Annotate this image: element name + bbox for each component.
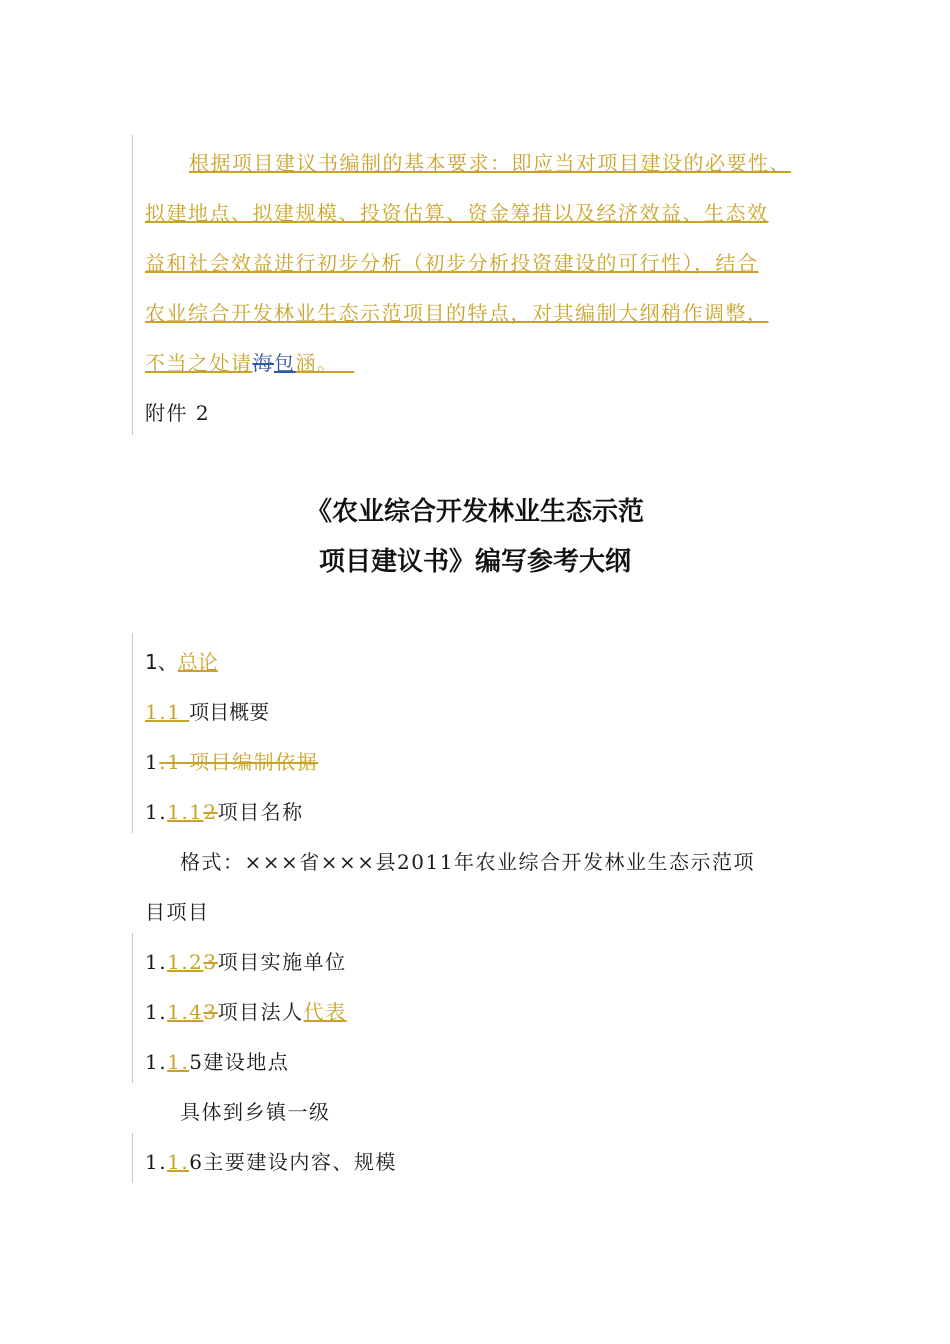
item-number: 1.	[145, 800, 168, 824]
intro-line-4: 农业综合开发林业生态示范项目的特点，对其编制大纲稍作调整，	[145, 301, 769, 325]
revision-margin-bar	[132, 1133, 133, 1183]
intro-line-1: 根据项目建议书编制的基本要求：即应当对项目建设的必要性、	[189, 151, 791, 175]
intro-text: 不当之处请	[145, 351, 253, 375]
section-title: 项目概要	[189, 700, 270, 724]
intro-line-5	[145, 350, 354, 376]
item-title: 6主要建设内容、规模	[189, 1150, 397, 1174]
intro-text-end: 涵。	[295, 351, 339, 375]
inserted-number: 1.2	[167, 950, 204, 974]
deleted-number: 3	[203, 950, 218, 974]
item-legal-representative	[145, 999, 347, 1025]
deleted-number: 3	[203, 1000, 218, 1024]
document-title-line-2: 项目建议书》编写参考大纲	[318, 547, 631, 577]
intro-line-2: 拟建地点、拟建规模、投资估算、资金筹措以及经济效益、生态效	[145, 201, 769, 225]
item-number: 1	[145, 750, 160, 774]
format-line-2: 目项目	[145, 900, 210, 924]
section-1-heading	[145, 649, 218, 675]
revision-margin-bar	[132, 135, 133, 435]
item-title: 项目实施单位	[217, 950, 347, 974]
site-note: 具体到乡镇一级	[180, 1100, 331, 1124]
deleted-item-basis	[145, 749, 318, 775]
inserted-number: 1.4	[167, 1000, 204, 1024]
inserted-number: 1.	[167, 1150, 190, 1174]
attachment-label: 附件 2	[145, 401, 211, 425]
item-project-name	[145, 799, 304, 825]
intro-line-3: 益和社会效益进行初步分析（初步分析投资建设的可行性），结合	[145, 251, 759, 275]
section-number: 1.1	[145, 700, 190, 724]
item-title: 5建设地点	[189, 1050, 290, 1074]
deleted-text: .1 项目编制依据	[159, 750, 319, 774]
inserted-char: 包	[274, 351, 296, 375]
inserted-number: 1.1	[167, 800, 204, 824]
item-number: 1.	[145, 1000, 168, 1024]
deleted-char: 海	[252, 351, 274, 375]
item-title: 项目法人	[217, 1000, 304, 1024]
section-number: 1、	[145, 650, 178, 674]
section-title: 总论	[177, 650, 218, 674]
revision-margin-bar	[132, 633, 133, 833]
item-construction-site	[145, 1049, 289, 1075]
inserted-number: 1.	[167, 1050, 190, 1074]
item-number: 1.	[145, 1150, 168, 1174]
item-number: 1.	[145, 950, 168, 974]
item-title: 项目名称	[217, 800, 304, 824]
item-implementing-unit	[145, 949, 347, 975]
section-1-1-heading	[145, 699, 269, 725]
item-main-content	[145, 1149, 397, 1175]
deleted-number: 2	[203, 800, 218, 824]
inserted-text: 代表	[303, 1000, 347, 1024]
document-title-line-1: 《农业综合开发林业生态示范	[305, 497, 644, 527]
revision-margin-bar	[132, 933, 133, 1083]
format-line-1: 格式：×××省×××县2011年农业综合开发林业生态示范项	[180, 850, 755, 874]
item-number: 1.	[145, 1050, 168, 1074]
